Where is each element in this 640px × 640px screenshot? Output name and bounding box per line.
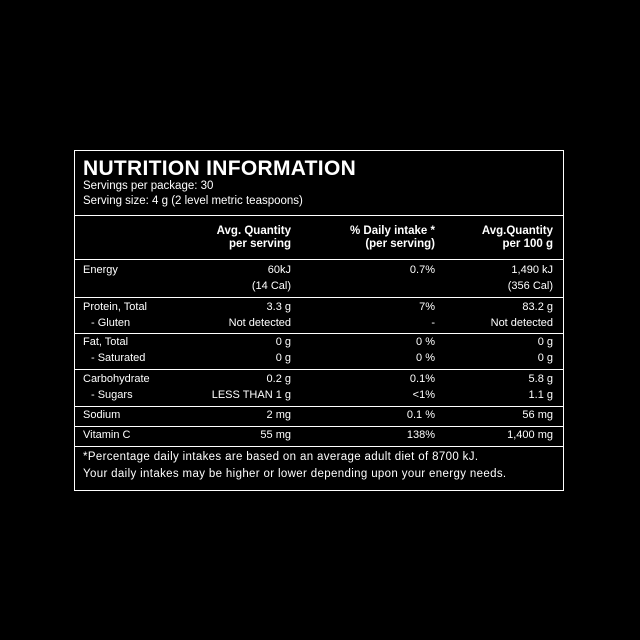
row-per-100g: 0 g: [537, 352, 553, 364]
row-per-100g: 1.1 g: [528, 389, 553, 401]
footnote-line2: Your daily intakes may be higher or lower depending upon your energy needs.: [83, 468, 507, 480]
row-per-100g: (356 Cal): [507, 280, 553, 292]
row-daily-intake: 0.7%: [409, 264, 435, 276]
header-avg-per-serving-line1: Avg. Quantity: [216, 225, 291, 237]
row-per-100g: 56 mg: [522, 409, 553, 421]
row-label: Sodium: [83, 409, 121, 421]
row-label: - Gluten: [91, 317, 131, 329]
row-per-100g: 1,490 kJ: [511, 264, 553, 276]
row-per-serving: 0 g: [275, 352, 291, 364]
row-label: - Saturated: [91, 352, 146, 364]
row-divider: [75, 369, 563, 370]
row-per-serving: 60kJ: [267, 264, 291, 276]
row-per-serving: LESS THAN 1 g: [211, 389, 291, 401]
nutrition-panel: [74, 150, 564, 491]
header-daily-intake-line2: (per serving): [365, 238, 435, 250]
row-label: Carbohydrate: [83, 373, 150, 385]
row-per-100g: 0 g: [537, 336, 553, 348]
header-avg-per-100g: [482, 225, 553, 251]
row-daily-intake: 0 %: [416, 336, 435, 348]
row-per-serving: 2 mg: [266, 409, 291, 421]
row-per-100g: 1,400 mg: [507, 429, 553, 441]
row-label: Protein, Total: [83, 301, 148, 313]
row-per-serving: 0.2 g: [266, 373, 291, 385]
row-per-100g: 5.8 g: [528, 373, 553, 385]
serving-size: Serving size: 4 g (2 level metric teaspoons): [83, 195, 303, 207]
row-divider: [75, 297, 563, 298]
row-daily-intake: 0.1 %: [406, 409, 435, 421]
row-daily-intake: 138%: [406, 429, 435, 441]
row-daily-intake: -: [431, 317, 435, 329]
divider-header-top: [75, 215, 563, 216]
header-avg-per-100g-line2: per 100 g: [502, 238, 553, 250]
header-avg-per-serving: [217, 225, 291, 251]
servings-per-package: Servings per package: 30: [83, 180, 214, 192]
row-divider: [75, 333, 563, 334]
row-daily-intake: 0 %: [416, 352, 435, 364]
row-per-serving: 0 g: [275, 336, 291, 348]
header-daily-intake-line1: % Daily intake *: [349, 225, 435, 237]
divider-header-bottom: [75, 259, 563, 260]
row-per-100g: Not detected: [490, 317, 553, 329]
row-label: - Sugars: [91, 389, 133, 401]
divider-footnote: [75, 446, 563, 447]
row-daily-intake: <1%: [412, 389, 435, 401]
row-per-100g: 83.2 g: [522, 301, 553, 313]
row-per-serving: (14 Cal): [251, 280, 291, 292]
row-label: Vitamin C: [83, 429, 131, 441]
footnote-line1: *Percentage daily intakes are based on an average adult diet of 8700 kJ.: [83, 451, 479, 463]
row-per-serving: 55 mg: [260, 429, 291, 441]
row-daily-intake: 0.1%: [409, 373, 435, 385]
row-daily-intake: 7%: [419, 301, 435, 313]
header-daily-intake: [350, 225, 435, 251]
row-label: Energy: [83, 264, 118, 276]
header-avg-per-100g-line1: Avg.Quantity: [481, 225, 553, 237]
row-divider: [75, 426, 563, 427]
row-divider: [75, 406, 563, 407]
row-per-serving: Not detected: [228, 317, 291, 329]
row-per-serving: 3.3 g: [266, 301, 291, 313]
row-label: Fat, Total: [83, 336, 129, 348]
panel-title: NUTRITION INFORMATION: [83, 157, 357, 180]
header-avg-per-serving-line2: per serving: [229, 238, 291, 250]
